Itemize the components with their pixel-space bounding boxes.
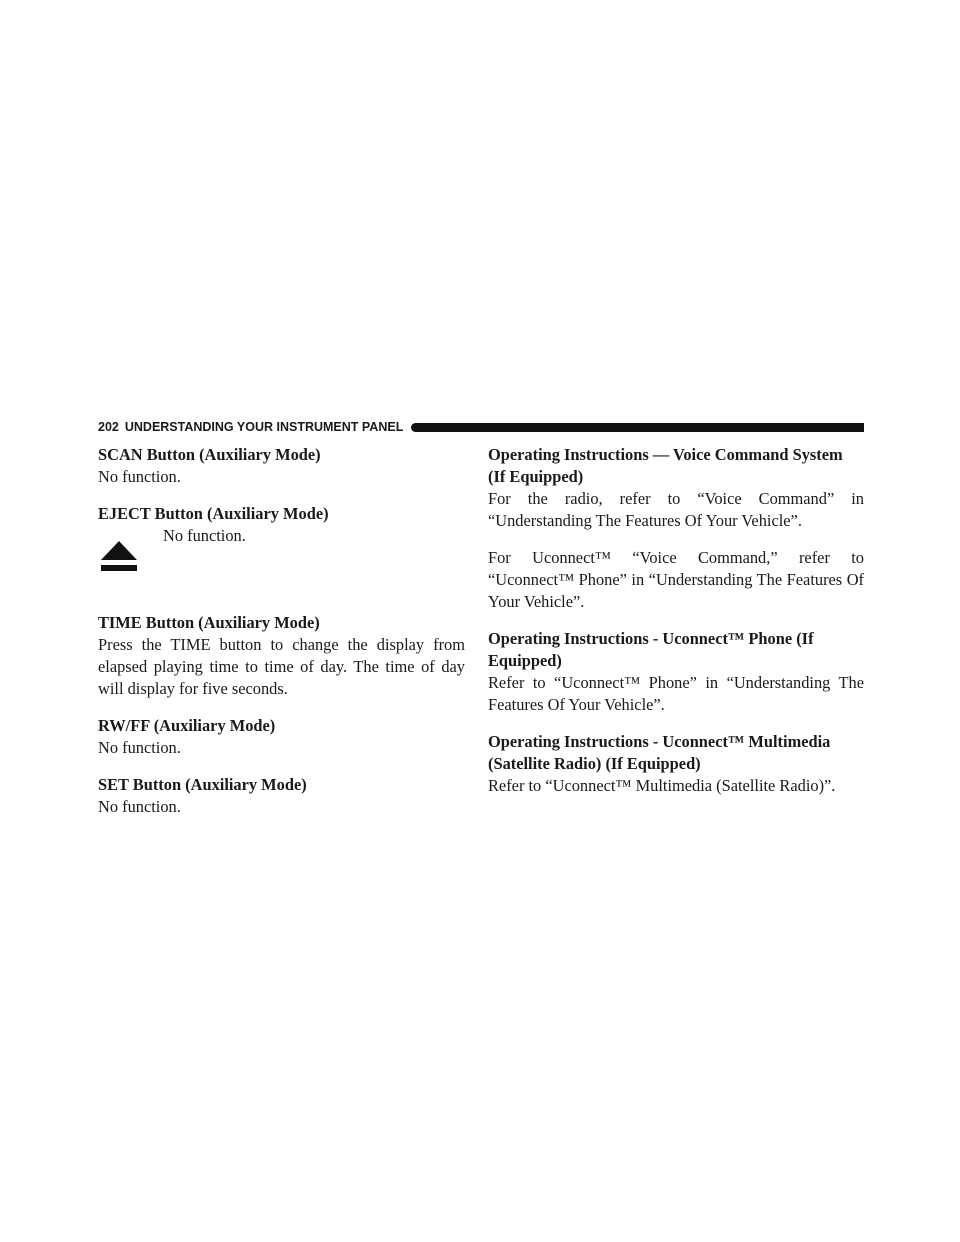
time-text: Press the TIME button to change the display from elapsed playing time to time of day. The time of day will display for five seconds.	[98, 635, 465, 698]
eject-section	[98, 503, 465, 577]
multimedia-heading: Operating Instructions - Uconnect™ Multimedia (Satellite Radio) (If Equipped)	[488, 732, 831, 773]
set-text: No function.	[98, 797, 181, 816]
eject-icon	[98, 535, 140, 577]
eject-heading: EJECT Button (Auxiliary Mode)	[98, 504, 329, 523]
voice-text-2: For Uconnect™ “Voice Command,” refer to “Uconnect™ Phone” in “Understanding The Features Of Your Vehicle”.	[488, 548, 864, 611]
phone-text: Refer to “Uconnect™ Phone” in “Understanding The Features Of Your Vehicle”.	[488, 673, 864, 714]
set-heading: SET Button (Auxiliary Mode)	[98, 775, 307, 794]
left-column	[98, 444, 465, 833]
rwff-section	[98, 715, 465, 759]
page-number: 202	[98, 420, 119, 434]
voice-section	[488, 444, 864, 613]
page-header	[98, 416, 864, 438]
voice-heading: Operating Instructions — Voice Command System (If Equipped)	[488, 445, 843, 486]
phone-heading: Operating Instructions - Uconnect™ Phone (If Equipped)	[488, 629, 814, 670]
rwff-heading: RW/FF (Auxiliary Mode)	[98, 716, 276, 735]
right-column	[488, 444, 864, 812]
eject-text: No function.	[163, 526, 246, 545]
voice-text-1: For the radio, refer to “Voice Command” in “Understanding The Features Of Your Vehicle”.	[488, 489, 864, 530]
scan-section	[98, 444, 465, 488]
multimedia-section	[488, 731, 864, 797]
set-section	[98, 774, 465, 818]
multimedia-text: Refer to “Uconnect™ Multimedia (Satellite Radio)”.	[488, 776, 836, 795]
scan-heading: SCAN Button (Auxiliary Mode)	[98, 445, 321, 464]
scan-text: No function.	[98, 467, 181, 486]
header-rule	[411, 423, 864, 432]
header-title: UNDERSTANDING YOUR INSTRUMENT PANEL	[124, 420, 404, 434]
eject-row	[98, 525, 465, 577]
phone-section	[488, 628, 864, 716]
rwff-text: No function.	[98, 738, 181, 757]
time-heading: TIME Button (Auxiliary Mode)	[98, 613, 320, 632]
time-section	[98, 612, 465, 700]
